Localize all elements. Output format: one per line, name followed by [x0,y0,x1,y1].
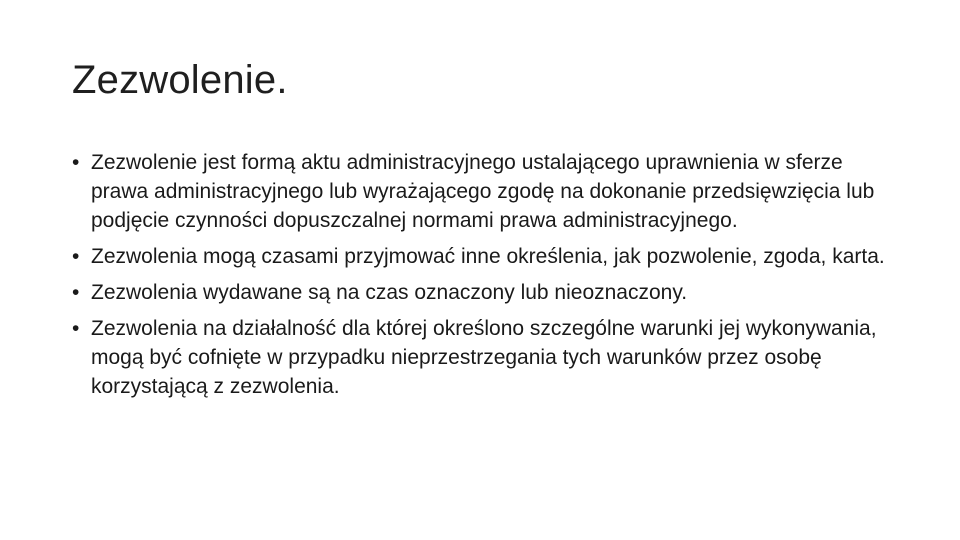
bullet-marker: • [72,281,80,304]
bullet-item-2 [72,242,902,271]
bullet-marker: • [72,245,80,268]
bullet-item-4 [72,314,902,401]
bullet-text-4: Zezwolenia na działalność dla której określono szczególne warunki jej wykonywania, mogą być cofnięte w przypadku nieprzestrzegania tych warunków przez osobę korzystającą z zezwolenia. [91,317,877,398]
slide-title: Zezwolenie. [72,58,288,102]
bullet-text-3: Zezwolenia wydawane są na czas oznaczony lub nieoznaczony. [91,281,688,304]
bullet-item-1 [72,148,902,235]
bullet-marker: • [72,151,80,174]
bullet-item-3 [72,278,902,307]
bullet-marker: • [72,317,80,340]
bullet-list [72,148,902,408]
bullet-text-1: Zezwolenie jest formą aktu administracyjnego ustalającego uprawnienia w sferze prawa administracyjnego lub wyrażającego zgodę na dokonanie przedsięwzięcia lub podjęcie czynności dopuszczalnej normami prawa administracyjnego. [91,151,875,232]
bullet-text-2: Zezwolenia mogą czasami przyjmować inne określenia, jak pozwolenie, zgoda, karta. [91,245,885,268]
